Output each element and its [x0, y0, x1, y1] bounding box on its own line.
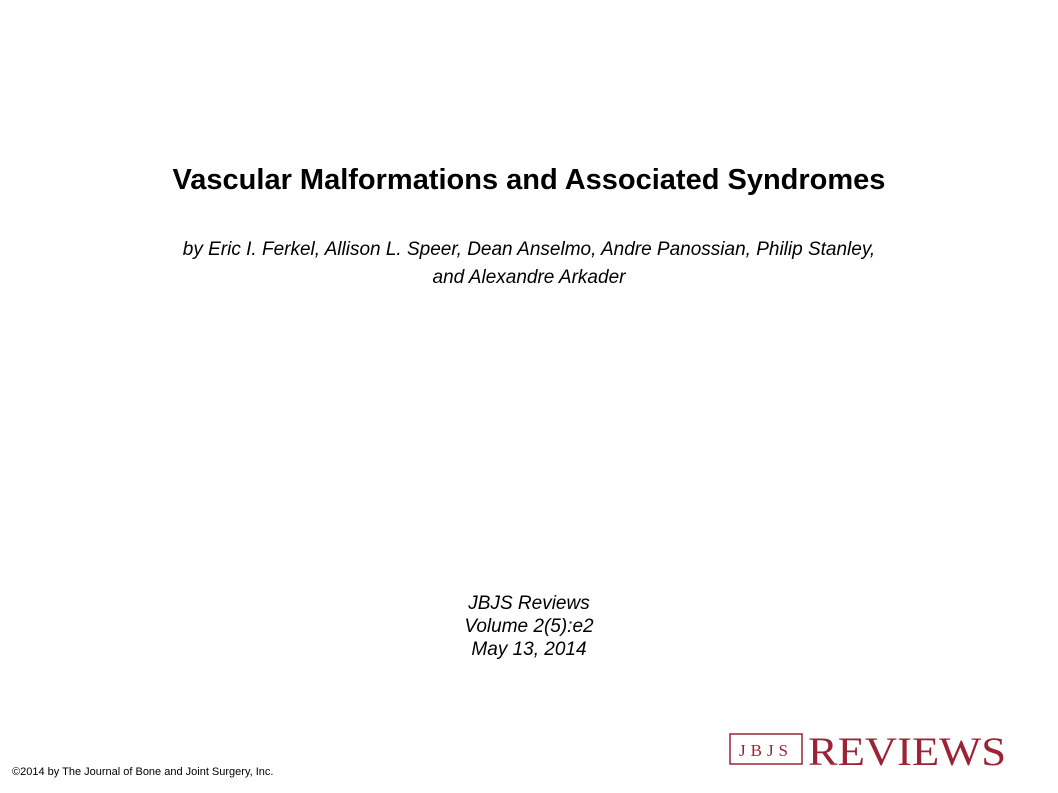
citation-block — [0, 592, 1058, 661]
publication-date: May 13, 2014 — [471, 639, 587, 660]
author-list — [60, 236, 998, 292]
jbjs-reviews-logo — [728, 728, 1010, 772]
logo-wordmark: REVIEWS — [808, 729, 1006, 772]
article-title: Vascular Malformations and Associated Syndromes — [172, 164, 886, 196]
author-line-2: and Alexandre Arkader — [432, 267, 626, 288]
copyright-notice: ©2014 by The Journal of Bone and Joint Surgery, Inc. — [12, 766, 274, 778]
volume-info: Volume 2(5):e2 — [464, 616, 594, 637]
author-line-1: by Eric I. Ferkel, Allison L. Speer, Dean Anselmo, Andre Panossian, Philip Stanley, — [182, 239, 876, 260]
journal-name: JBJS Reviews — [468, 593, 590, 614]
logo-badge-text: JBJS — [738, 741, 794, 760]
